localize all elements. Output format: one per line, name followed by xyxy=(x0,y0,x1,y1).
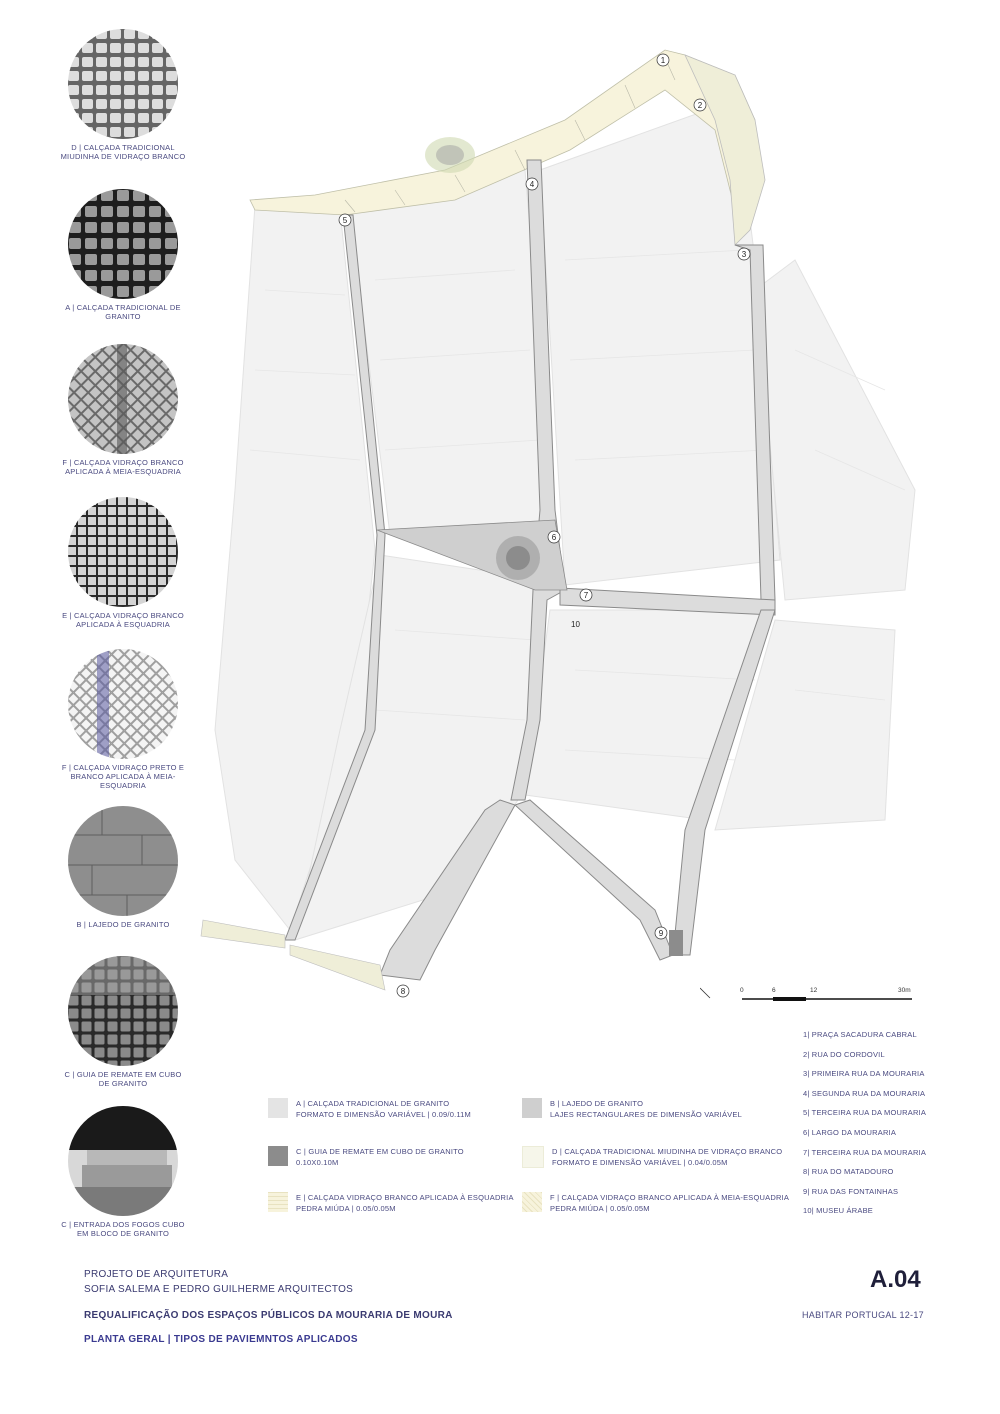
sample-f-half-square xyxy=(60,343,186,476)
legend-c xyxy=(268,1146,464,1168)
marker-8 xyxy=(397,985,409,997)
scale-tick-30: 30m xyxy=(898,987,911,994)
sample-photo xyxy=(67,496,179,608)
legend-spec: FORMATO E DIMENSÃO VARIÁVEL | 0.04/0.05M xyxy=(552,1158,728,1167)
marker-7 xyxy=(580,589,592,601)
street-item: 3| PRIMEIRA RUA DA MOURARIA xyxy=(803,1069,925,1079)
program-name: HABITAR PORTUGAL 12-17 xyxy=(802,1310,924,1320)
sample-label: C | GUIA DE REMATE EM CUBO DE GRANITO xyxy=(64,1070,182,1088)
marker-9 xyxy=(655,927,667,939)
legend-title: D | CALÇADA TRADICIONAL MIUDINHA DE VIDRAÇO BRANCO xyxy=(552,1147,783,1156)
marker-2 xyxy=(694,99,706,111)
svg-text:4: 4 xyxy=(529,180,535,189)
sample-photo xyxy=(67,648,179,760)
sample-c-edge-cube xyxy=(60,955,186,1088)
sample-label: C | ENTRADA DOS FOGOS CUBO EM BLOCO DE GRANITO xyxy=(61,1220,185,1238)
svg-text:2: 2 xyxy=(697,101,703,110)
legend-title: B | LAJEDO DE GRANITO xyxy=(550,1099,644,1108)
scale-tick-12: 12 xyxy=(810,987,818,994)
sample-label: F | CALÇADA VIDRAÇO PRETO E BRANCO APLICADA À MEIA-ESQUADRIA xyxy=(61,763,185,790)
sample-label: A | CALÇADA TRADICIONAL DE GRANITO xyxy=(65,303,181,321)
marker-5 xyxy=(339,214,351,226)
title-line-1: PROJETO DE ARQUITETURA xyxy=(84,1269,229,1280)
street-index xyxy=(803,1030,926,1226)
sample-photo xyxy=(67,343,179,455)
marker-4 xyxy=(526,178,538,190)
marker-10: 10 xyxy=(571,620,580,629)
sample-c-entrance-block xyxy=(60,1105,186,1238)
sample-label: D | CALÇADA TRADICIONAL MIUDINHA DE VIDRAÇO BRANCO xyxy=(60,143,186,161)
svg-text:8: 8 xyxy=(400,987,406,996)
patch-bottom-left xyxy=(201,920,285,948)
urban-fabric xyxy=(215,100,915,940)
title-line-2: SOFIA SALEMA E PEDRO GUILHERME ARQUITECTOS xyxy=(84,1284,354,1295)
legend-spec: FORMATO E DIMENSÃO VARIÁVEL | 0.09/0.11M xyxy=(296,1110,471,1119)
sample-e-square xyxy=(60,496,186,629)
svg-text:9: 9 xyxy=(658,929,664,938)
sample-label: B | LAJEDO DE GRANITO xyxy=(76,920,170,929)
street-item: 6| LARGO DA MOURARIA xyxy=(803,1127,897,1137)
sample-photo xyxy=(67,188,179,300)
scale-tick-6: 6 xyxy=(772,987,776,994)
legend-b xyxy=(522,1098,742,1120)
sheet-number: A.04 xyxy=(870,1266,921,1293)
street-item: 10| MUSEU ÁRABE xyxy=(803,1206,873,1216)
legend-swatch xyxy=(522,1146,544,1168)
legend-swatch xyxy=(268,1192,288,1212)
marker-3 xyxy=(738,248,750,260)
street-item: 7| TERCEIRA RUA DA MOURARIA xyxy=(803,1147,927,1157)
street-item: 8| RUA DO MATADOURO xyxy=(803,1167,894,1177)
street-item: 9| RUA DAS FONTAINHAS xyxy=(803,1186,899,1196)
legend-swatch xyxy=(522,1192,542,1212)
legend-title: E | CALÇADA VIDRAÇO BRANCO APLICADA À ESQUADRIA xyxy=(296,1193,514,1202)
scale-tick-0: 0 xyxy=(740,987,744,994)
sample-photo xyxy=(67,805,179,917)
svg-text:7: 7 xyxy=(583,591,589,600)
scale-bar xyxy=(700,984,915,1006)
street-item: 4| SEGUNDA RUA DA MOURARIA xyxy=(803,1088,926,1098)
sample-a-granite-cobble xyxy=(60,188,186,321)
sample-photo xyxy=(67,955,179,1067)
legend-spec: 0.10X0.10M xyxy=(296,1158,339,1167)
edge-cube-c xyxy=(669,930,683,956)
project-title: REQUALIFICAÇÃO DOS ESPAÇOS PÚBLICOS DA MOURARIA DE MOURA xyxy=(84,1310,453,1321)
legend-spec: PEDRA MIÚDA | 0.05/0.05M xyxy=(550,1204,650,1213)
tree-shadow xyxy=(436,145,464,165)
street-item: 1| PRAÇA SACADURA CABRAL xyxy=(803,1030,917,1039)
site-plan xyxy=(195,30,935,1010)
svg-text:6: 6 xyxy=(551,533,557,542)
drawing-title: PLANTA GERAL | TIPOS DE PAVIEMNTOS APLICADOS xyxy=(84,1334,358,1345)
sample-b-granite-slab xyxy=(60,805,186,929)
legend-swatch xyxy=(268,1146,288,1166)
sample-f-black-white xyxy=(60,648,186,790)
legend-a xyxy=(268,1098,471,1120)
sample-photo xyxy=(67,1105,179,1217)
largo-tree-core xyxy=(506,546,530,570)
sample-label: F | CALÇADA VIDRAÇO BRANCO APLICADA À MEIA-ESQUADRIA xyxy=(62,458,184,476)
svg-text:3: 3 xyxy=(741,250,747,259)
legend-swatch xyxy=(522,1098,542,1118)
sample-label: E | CALÇADA VIDRAÇO BRANCO APLICADA À ESQUADRIA xyxy=(62,611,184,629)
svg-text:1: 1 xyxy=(660,56,666,65)
legend-title: A | CALÇADA TRADICIONAL DE GRANITO xyxy=(296,1099,450,1108)
street-item: 5| TERCEIRA RUA DA MOURARIA xyxy=(803,1108,927,1118)
legend-title: F | CALÇADA VIDRAÇO BRANCO APLICADA À MEIA-ESQUADRIA xyxy=(550,1193,790,1202)
legend-f xyxy=(522,1192,789,1214)
sample-photo xyxy=(67,28,179,140)
legend-spec: LAJES RECTANGULARES DE DIMENSÃO VARIÁVEL xyxy=(550,1110,742,1119)
scale-segment xyxy=(773,997,806,1001)
legend-swatch xyxy=(268,1098,288,1118)
legend-d xyxy=(522,1146,782,1168)
patch-bottom-mid xyxy=(290,945,385,990)
sample-d-limestone-mosaic xyxy=(60,28,186,161)
marker-6 xyxy=(548,531,560,543)
legend-title: C | GUIA DE REMATE EM CUBO DE GRANITO xyxy=(296,1147,464,1156)
legend-spec: PEDRA MIÚDA | 0.05/0.05M xyxy=(296,1204,396,1213)
marker-1 xyxy=(657,54,669,66)
svg-text:5: 5 xyxy=(342,216,348,225)
north-tick xyxy=(700,988,710,998)
legend-e xyxy=(268,1192,514,1214)
street-item: 2| RUA DO CORDOVIL xyxy=(803,1049,885,1059)
